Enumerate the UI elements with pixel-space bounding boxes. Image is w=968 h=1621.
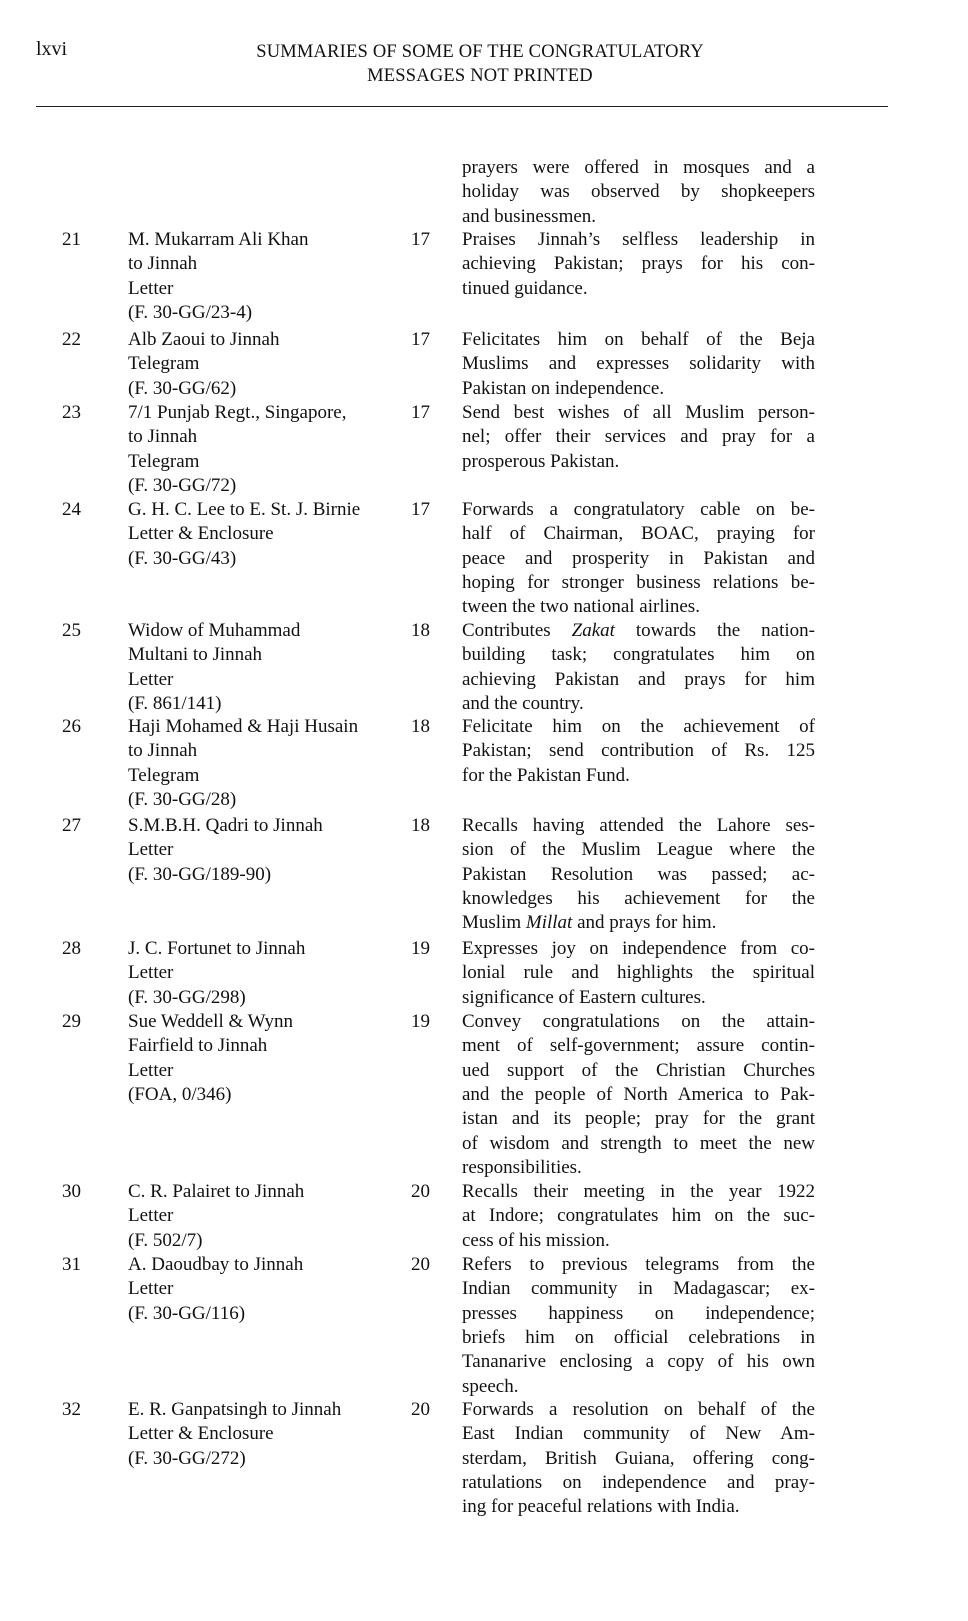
entry-summary-line: for the Pakistan Fund. <box>462 764 630 786</box>
entry-date: 17 <box>411 329 430 350</box>
entry-summary-line: Expresses joy on independence from co- <box>462 938 815 959</box>
entry-sender-line: C. R. Palairet to Jinnah <box>128 1181 305 1202</box>
entry-sender-line: to Jinnah <box>128 426 198 448</box>
entry-number: 26 <box>62 716 81 737</box>
entry-number: 24 <box>62 499 81 520</box>
entry-sender-line: Telegram <box>128 450 200 472</box>
entry-sender-line: (F. 861/141) <box>128 692 222 714</box>
running-title-line: SUMMARIES OF SOME OF THE CONGRATULATORY <box>256 42 704 62</box>
entry-sender-line: (F. 30-GG/298) <box>128 986 246 1008</box>
entry-summary-line: Pakistan; send contribution of Rs. 125 <box>462 740 815 762</box>
entry-summary-line: Convey congratulations on the attain- <box>462 1011 815 1032</box>
entry-sender-line: to Jinnah <box>128 740 198 762</box>
entry-sender-line: (F. 30-GG/116) <box>128 1302 246 1324</box>
entry-summary-line: half of Chairman, BOAC, praying for <box>462 523 815 545</box>
entry-sender-line: M. Mukarram Ali Khan <box>128 229 309 250</box>
entry-sender-line: Multani to Jinnah <box>128 644 263 666</box>
entry-summary-line: of wisdom and strength to meet the new <box>462 1132 815 1154</box>
entry-sender-line: 7/1 Punjab Regt., Singapore, <box>128 402 347 423</box>
entry-sender-line: (F. 30-GG/189-90) <box>128 863 272 885</box>
entry-sender-line: Widow of Muhammad <box>128 620 301 641</box>
entry-summary-line: Indian community in Madagascar; ex- <box>462 1278 815 1300</box>
entry-summary-line: at Indore; congratulates him on the suc- <box>462 1205 815 1227</box>
entry-summary-line: peace and prosperity in Pakistan and <box>462 547 815 569</box>
entry-number: 21 <box>62 229 81 250</box>
entry-summary-line: sion of the Muslim League where the <box>462 839 815 861</box>
entry-summary-line: briefs him on official celebrations in <box>462 1326 815 1348</box>
entry-summary-line: lonial rule and highlights the spiritual <box>462 962 815 984</box>
entry-date: 20 <box>411 1254 430 1275</box>
entry-sender-line: Telegram <box>128 764 200 786</box>
entry-date: 17 <box>411 499 430 520</box>
entry-summary-line: Praises Jinnah’s selfless leadership in <box>462 229 815 250</box>
entry-sender-line: Fairfield to Jinnah <box>128 1035 268 1057</box>
entry-number: 27 <box>62 815 81 836</box>
entry-summary-line: and the country. <box>462 692 584 714</box>
entry-sender-line: Letter <box>128 1059 174 1081</box>
entry-number: 25 <box>62 620 81 641</box>
entry-summary-line: Muslims and expresses solidarity with <box>462 353 815 375</box>
entry-summary-line: and the people of North America to Pak- <box>462 1083 815 1105</box>
entry-summary-line: building task; congratulates him on <box>462 644 815 666</box>
entry-sender-line: (F. 30-GG/272) <box>128 1447 246 1469</box>
entry-sender-line: Letter <box>128 1205 174 1227</box>
entry-summary-line: Recalls their meeting in the year 1922 <box>462 1181 815 1202</box>
running-title <box>180 40 780 88</box>
continued-summary-line: and businessmen. <box>462 205 597 227</box>
entry-summary-line: cess of his mission. <box>462 1229 610 1251</box>
entry-date: 20 <box>411 1181 430 1202</box>
entry-sender-line: Letter <box>128 962 174 984</box>
entry-number: 32 <box>62 1399 81 1420</box>
entry-summary-line: Recalls having attended the Lahore ses- <box>462 815 815 836</box>
entry-summary-line: prosperous Pakistan. <box>462 450 620 472</box>
entry-summary-line: responsibilities. <box>462 1156 582 1178</box>
entry-summary-line: ment of self-government; assure contin- <box>462 1035 815 1057</box>
entry-sender-line: Letter <box>128 1278 174 1300</box>
entry-date: 17 <box>411 402 430 423</box>
entry-summary-line: East Indian community of New Am- <box>462 1423 815 1445</box>
entry-summary-line: significance of Eastern cultures. <box>462 986 706 1008</box>
entry-date: 18 <box>411 815 430 836</box>
entry-sender-line: Letter & Enclosure <box>128 523 274 545</box>
header-rule <box>36 106 888 107</box>
entry-sender-line: (F. 30-GG/28) <box>128 788 237 810</box>
entry-date: 18 <box>411 620 430 641</box>
entry-sender-line: (FOA, 0/346) <box>128 1083 232 1105</box>
entry-sender-line: S.M.B.H. Qadri to Jinnah <box>128 815 323 836</box>
running-title-line: MESSAGES NOT PRINTED <box>367 66 593 86</box>
entry-summary-line: Felicitates him on behalf of the Beja <box>462 329 815 350</box>
entry-number: 23 <box>62 402 81 423</box>
entry-summary-line: speech. <box>462 1375 519 1397</box>
entry-sender-line: G. H. C. Lee to E. St. J. Birnie <box>128 499 361 520</box>
entry-summary-line: Muslim Millat and prays for him. <box>462 912 717 934</box>
entry-date: 19 <box>411 938 430 959</box>
entry-summary-line: nel; offer their services and pray for a <box>462 426 815 448</box>
entry-summary-line: Refers to previous telegrams from the <box>462 1254 815 1275</box>
entry-sender-line: Letter <box>128 668 174 690</box>
entry-sender-line: Sue Weddell & Wynn <box>128 1011 293 1032</box>
entry-summary-line: Felicitate him on the achievement of <box>462 716 815 737</box>
entry-number: 31 <box>62 1254 81 1275</box>
entry-date: 19 <box>411 1011 430 1032</box>
entry-sender-line: Letter <box>128 839 174 861</box>
entry-sender-line: (F. 30-GG/23-4) <box>128 301 253 323</box>
entry-number: 29 <box>62 1011 81 1032</box>
entry-summary-line: istan and its people; pray for the grant <box>462 1108 815 1130</box>
entry-summary-line: sterdam, British Guiana, offering cong- <box>462 1447 815 1469</box>
entry-sender-line: Letter <box>128 277 174 299</box>
entry-summary-line: achieving Pakistan and prays for him <box>462 668 815 690</box>
entry-summary-line: ued support of the Christian Churches <box>462 1059 815 1081</box>
entry-date: 20 <box>411 1399 430 1420</box>
entry-summary-line: Pakistan on independence. <box>462 377 665 399</box>
entry-number: 22 <box>62 329 81 350</box>
entry-summary-line: presses happiness on independence; <box>462 1302 815 1324</box>
entry-number: 28 <box>62 938 81 959</box>
entry-sender-line: Alb Zaoui to Jinnah <box>128 329 280 350</box>
entry-summary-line: hoping for stronger business relations be- <box>462 571 815 593</box>
entry-summary-line: Send best wishes of all Muslim person- <box>462 402 815 423</box>
entry-summary-line: Forwards a resolution on behalf of the <box>462 1399 815 1420</box>
entry-summary-line: tinued guidance. <box>462 277 588 299</box>
entry-summary-line: ratulations on independence and pray- <box>462 1471 815 1493</box>
entry-sender-line: Haji Mohamed & Haji Husain <box>128 716 359 737</box>
entry-sender-line: (F. 502/7) <box>128 1229 203 1251</box>
entry-summary-line: Pakistan Resolution was passed; ac- <box>462 863 815 885</box>
entry-summary-line: tween the two national airlines. <box>462 596 700 618</box>
continued-summary-line: prayers were offered in mosques and a <box>462 157 815 178</box>
continued-summary-line: holiday was observed by shopkeepers <box>462 181 815 203</box>
entry-sender-line: (F. 30-GG/43) <box>128 547 237 569</box>
entry-summary-line: Tananarive enclosing a copy of his own <box>462 1351 815 1373</box>
entry-sender-line: J. C. Fortunet to Jinnah <box>128 938 306 959</box>
entry-sender-line: Letter & Enclosure <box>128 1423 274 1445</box>
entry-sender-line: (F. 30-GG/72) <box>128 474 237 496</box>
entry-date: 18 <box>411 716 430 737</box>
entry-sender-line: E. R. Ganpatsingh to Jinnah <box>128 1399 342 1420</box>
page-number: lxvi <box>36 38 68 60</box>
entry-summary-line: ing for peaceful relations with India. <box>462 1496 740 1518</box>
entry-summary-line: Contributes Zakat towards the nation- <box>462 620 816 641</box>
entry-date: 17 <box>411 229 430 250</box>
entry-sender-line: A. Daoudbay to Jinnah <box>128 1254 304 1275</box>
entry-number: 30 <box>62 1181 81 1202</box>
entry-summary-line: knowledges his achievement for the <box>462 887 815 909</box>
entry-sender-line: to Jinnah <box>128 253 198 275</box>
entry-summary-line: Forwards a congratulatory cable on be- <box>462 499 815 520</box>
entry-sender-line: Telegram <box>128 353 200 375</box>
entry-sender-line: (F. 30-GG/62) <box>128 377 237 399</box>
entry-summary-line: achieving Pakistan; prays for his con- <box>462 253 815 275</box>
